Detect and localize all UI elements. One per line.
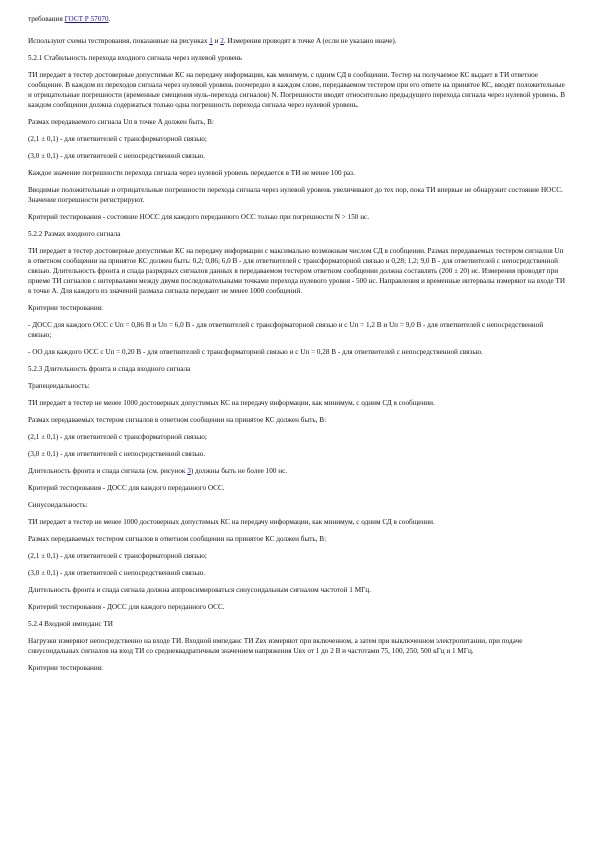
paragraph: Нагрузки измеряют непосредственно на входе ТИ. Входной импеданс ТИ Zвх измеряют при включенном, а затем при выключенном электропитании, при подаче синусоидальных сигналов на вход ТИ со среднеквадратичным значением напряжения Uвх от 1 до 2 В и частотами 75, 100, 250, 500 кГц и 1 МГц.	[28, 637, 523, 655]
paragraph	[28, 36, 568, 46]
text: .	[108, 15, 111, 23]
paragraph	[28, 466, 568, 476]
gost-link[interactable]: ГОСТ Р 57070	[64, 15, 109, 23]
paragraph: Длительность фронта и спада сигнала должна аппроксимироваться синусоидальным сигналом частотой 1 МГц.	[28, 586, 371, 594]
text: ) должны быть не более 100 нс.	[190, 467, 288, 475]
paragraph: Вводимые положительные и отрицательные погрешности перехода сигнала через нулевой уровень увеличивают до тех пор, пока ТИ впервые не обнаружит состояние НОСС. Значение погрешности регистрируют.	[28, 186, 563, 204]
figure-3-link[interactable]: 3	[187, 467, 191, 475]
paragraph: Размах передаваемых тестером сигналов в ответном сообщении на принятое КС должен быть, В:	[28, 416, 327, 424]
paragraph: ТИ передает в тестер не менее 1000 достоверных допустимых КС на передачу информации, как минимум, с одним СД в сообщении.	[28, 399, 435, 407]
paragraph: Критерии тестирования:	[28, 664, 104, 672]
section-heading: 5.2.3 Длительность фронта и спада входного сигнала	[28, 365, 191, 373]
paragraph: Каждое значение погрешности перехода сигнала через нулевой уровень передается в ТИ не менее 100 раз.	[28, 169, 355, 177]
paragraph	[28, 14, 568, 24]
paragraph: Критерии тестирования:	[28, 304, 104, 312]
paragraph: Размах передаваемых тестером сигналов в ответном сообщении на принятое КС должен быть, В:	[28, 535, 327, 543]
paragraph: ТИ передает в тестер достоверные допустимые КС на передачу информации с максимально возможным числом СД в сообщении. Размах передаваемых тестером сигналов Uп в ответном сообщении на принятое КС должен быть: 0,2; 0,86; 6,0 В - для ответвителей с трансформаторной связью и 0,28; 1,2; 9,0 В - для ответвителей с непосредственной связью. Длительность фронта и спада разрядных сигналов данных в передаваемом тестером ответном сообщении должна составлять (200 ± 20) нс. Измерения проводят при приеме ТИ сигналов с интервалами между двумя последовательными точками перехода нулевого уровня - 500 нс. Направления и временные интервалы измеряют на входе ТИ в точке A. Для каждого из значений размаха сигнала передают не менее 1000 сообщений.	[28, 247, 566, 295]
paragraph: (3,0 ± 0,1) - для ответвителей с непосредственной связью.	[28, 569, 206, 577]
figure-2-link[interactable]: 2	[220, 37, 224, 45]
text: . Измерения проводят в точке A (если не указано иначе).	[223, 37, 397, 45]
figure-1-link[interactable]: 1	[209, 37, 213, 45]
paragraph: Критерий тестирования - состояние НОСС для каждого переданного ОСС только при погрешности N > 150 нс.	[28, 213, 370, 221]
paragraph: Размах передаваемого сигнала Uп в точке A должен быть, В:	[28, 118, 214, 126]
paragraph: (3,0 ± 0,1) - для ответвителей с непосредственной связью.	[28, 450, 206, 458]
paragraph: (2,1 ± 0,1) - для ответвителей с трансформаторной связью;	[28, 135, 207, 143]
text: Длительность фронта и спада сигнала (см. рисунок	[28, 467, 188, 475]
paragraph: (2,1 ± 0,1) - для ответвителей с трансформаторной связью;	[28, 433, 207, 441]
paragraph: - ОО для каждого ОСС с Uп = 0,20 В - для ответвителей с трансформаторной связью и с Uп = 0,28 В - для ответвителей с непосредственной связью.	[28, 348, 483, 356]
text: и	[212, 37, 221, 45]
paragraph: Критерий тестирования - ДОСС для каждого переданного ОСС.	[28, 603, 225, 611]
text: требования	[28, 15, 65, 23]
paragraph: Трапецеидальность:	[28, 382, 90, 390]
section-heading: 5.2.4 Входной импеданс ТИ	[28, 620, 113, 628]
paragraph: ТИ передает в тестер не менее 1000 достоверных допустимых КС на передачу информации, как минимум, с одним СД в сообщении.	[28, 518, 435, 526]
text: Используют схемы тестирования, показанные на рисунках	[28, 37, 210, 45]
document-page	[28, 14, 568, 680]
section-heading: 5.2.1 Стабильность перехода входного сигнала через нулевой уровень	[28, 54, 243, 62]
section-heading: 5.2.2 Размах входного сигнала	[28, 230, 121, 238]
paragraph: ТИ передает в тестер достоверные допустимые КС на передачу информации, как минимум, с одним СД в сообщении. Тестер на получаемое КС выдает в ТИ ответное сообщение. В каждом из переходов сигнала через нулевой уровень поочередно в каждом слове, передаваемом тестером при его ответе на принятое КС, вводят положительные и отрицательные погрешности (временные смещения нуль-перехода сигналов) N. Погрешности вводят относительно предыдущего перехода сигнала через нулевой уровень. В каждом сообщении должна содержаться только одна погрешность перехода сигнала через нулевой уровень.	[28, 71, 566, 109]
paragraph: Критерий тестирования - ДОСС для каждого переданного ОСС.	[28, 484, 225, 492]
paragraph: - ДОСС для каждого ОСС с Uп = 0,86 В и Uп = 6,0 В - для ответвителей с трансформаторной связью и с Uп = 1,2 В и Uп = 9,0 В - для ответвителей с непосредственной связью;	[28, 321, 544, 339]
paragraph: (3,0 ± 0,1) - для ответвителей с непосредственной связью.	[28, 152, 206, 160]
paragraph: (2,1 ± 0,1) - для ответвителей с трансформаторной связью;	[28, 552, 207, 560]
paragraph: Синусоидальность:	[28, 501, 88, 509]
